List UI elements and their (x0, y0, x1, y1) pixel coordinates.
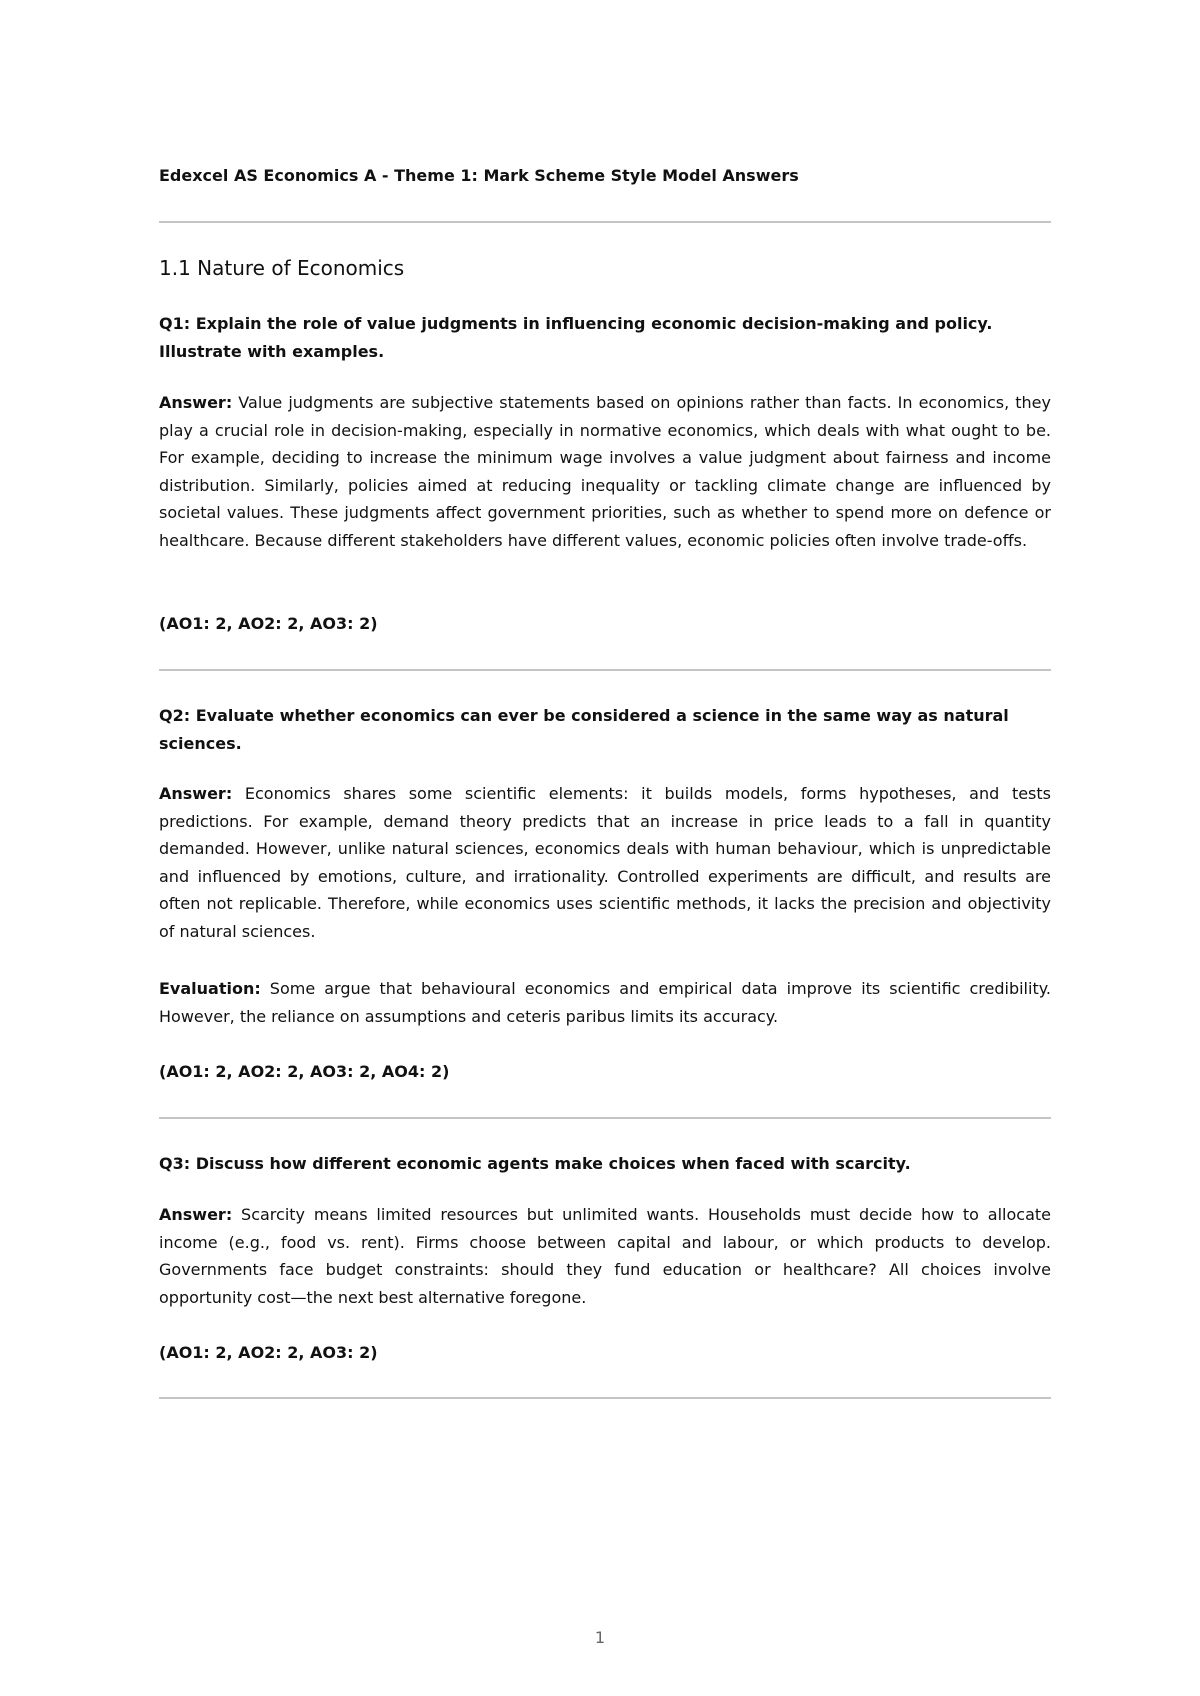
horizontal-divider (159, 669, 1051, 671)
answer-label: Answer: (159, 393, 233, 412)
horizontal-divider (159, 1397, 1051, 1399)
answer-text: Scarcity means limited resources but unlimited wants. Households must decide how to allocate income (e.g., food vs. rent). Firms choose between capital and labour, or which products to develop. Governments face budget constraints: should they fund education or healthcare? All choices involve opportunity cost—the next best alternative foregone. (159, 1205, 1051, 1307)
marks-allocation-1: (AO1: 2, AO2: 2, AO3: 2) (159, 614, 378, 633)
answer-text: Economics shares some scientific elements: it builds models, forms hypotheses, and tests predictions. For example, demand theory predicts that an increase in price leads to a fall in quantity demanded. However, unlike natural sciences, economics deals with human behaviour, which is unpredictable and influenced by emotions, culture, and irrationality. Controlled experiments are difficult, and results are often not replicable. Therefore, while economics uses scientific methods, it lacks the precision and objectivity of natural sciences. (159, 784, 1051, 941)
answer-1 (159, 389, 1051, 554)
marks-allocation-3: (AO1: 2, AO2: 2, AO3: 2) (159, 1343, 378, 1362)
horizontal-divider (159, 1117, 1051, 1119)
answer-text: Value judgments are subjective statements based on opinions rather than facts. In economics, they play a crucial role in decision-making, especially in normative economics, which deals with what ought to be. For example, deciding to increase the minimum wage involves a value judgment about fairness and income distribution. Similarly, policies aimed at reducing inequality or tackling climate change are influenced by societal values. These judgments affect government priorities, such as whether to spend more on defence or healthcare. Because different stakeholders have different values, economic policies often involve trade-offs. (159, 393, 1051, 550)
evaluation-label: Evaluation: (159, 979, 261, 998)
horizontal-divider (159, 221, 1051, 223)
question-3: Q3: Discuss how different economic agents make choices when faced with scarcity. (159, 1154, 911, 1173)
marks-allocation-2: (AO1: 2, AO2: 2, AO3: 2, AO4: 2) (159, 1062, 450, 1081)
document-title: Edexcel AS Economics A - Theme 1: Mark Scheme Style Model Answers (159, 166, 799, 185)
answer-2 (159, 780, 1051, 945)
evaluation-text: Some argue that behavioural economics and empirical data improve its scientific credibility. However, the reliance on assumptions and ceteris paribus limits its accuracy. (159, 979, 1051, 1026)
page-number: 1 (594, 1628, 606, 1647)
evaluation-2 (159, 975, 1051, 1030)
section-heading: 1.1 Nature of Economics (159, 256, 405, 280)
answer-3 (159, 1201, 1051, 1311)
question-2: Q2: Evaluate whether economics can ever be considered a science in the same way as natural sciences. (159, 706, 1009, 753)
answer-label: Answer: (159, 784, 233, 803)
question-1: Q1: Explain the role of value judgments in influencing economic decision-making and policy. Illustrate with examples. (159, 314, 993, 361)
answer-label: Answer: (159, 1205, 233, 1224)
